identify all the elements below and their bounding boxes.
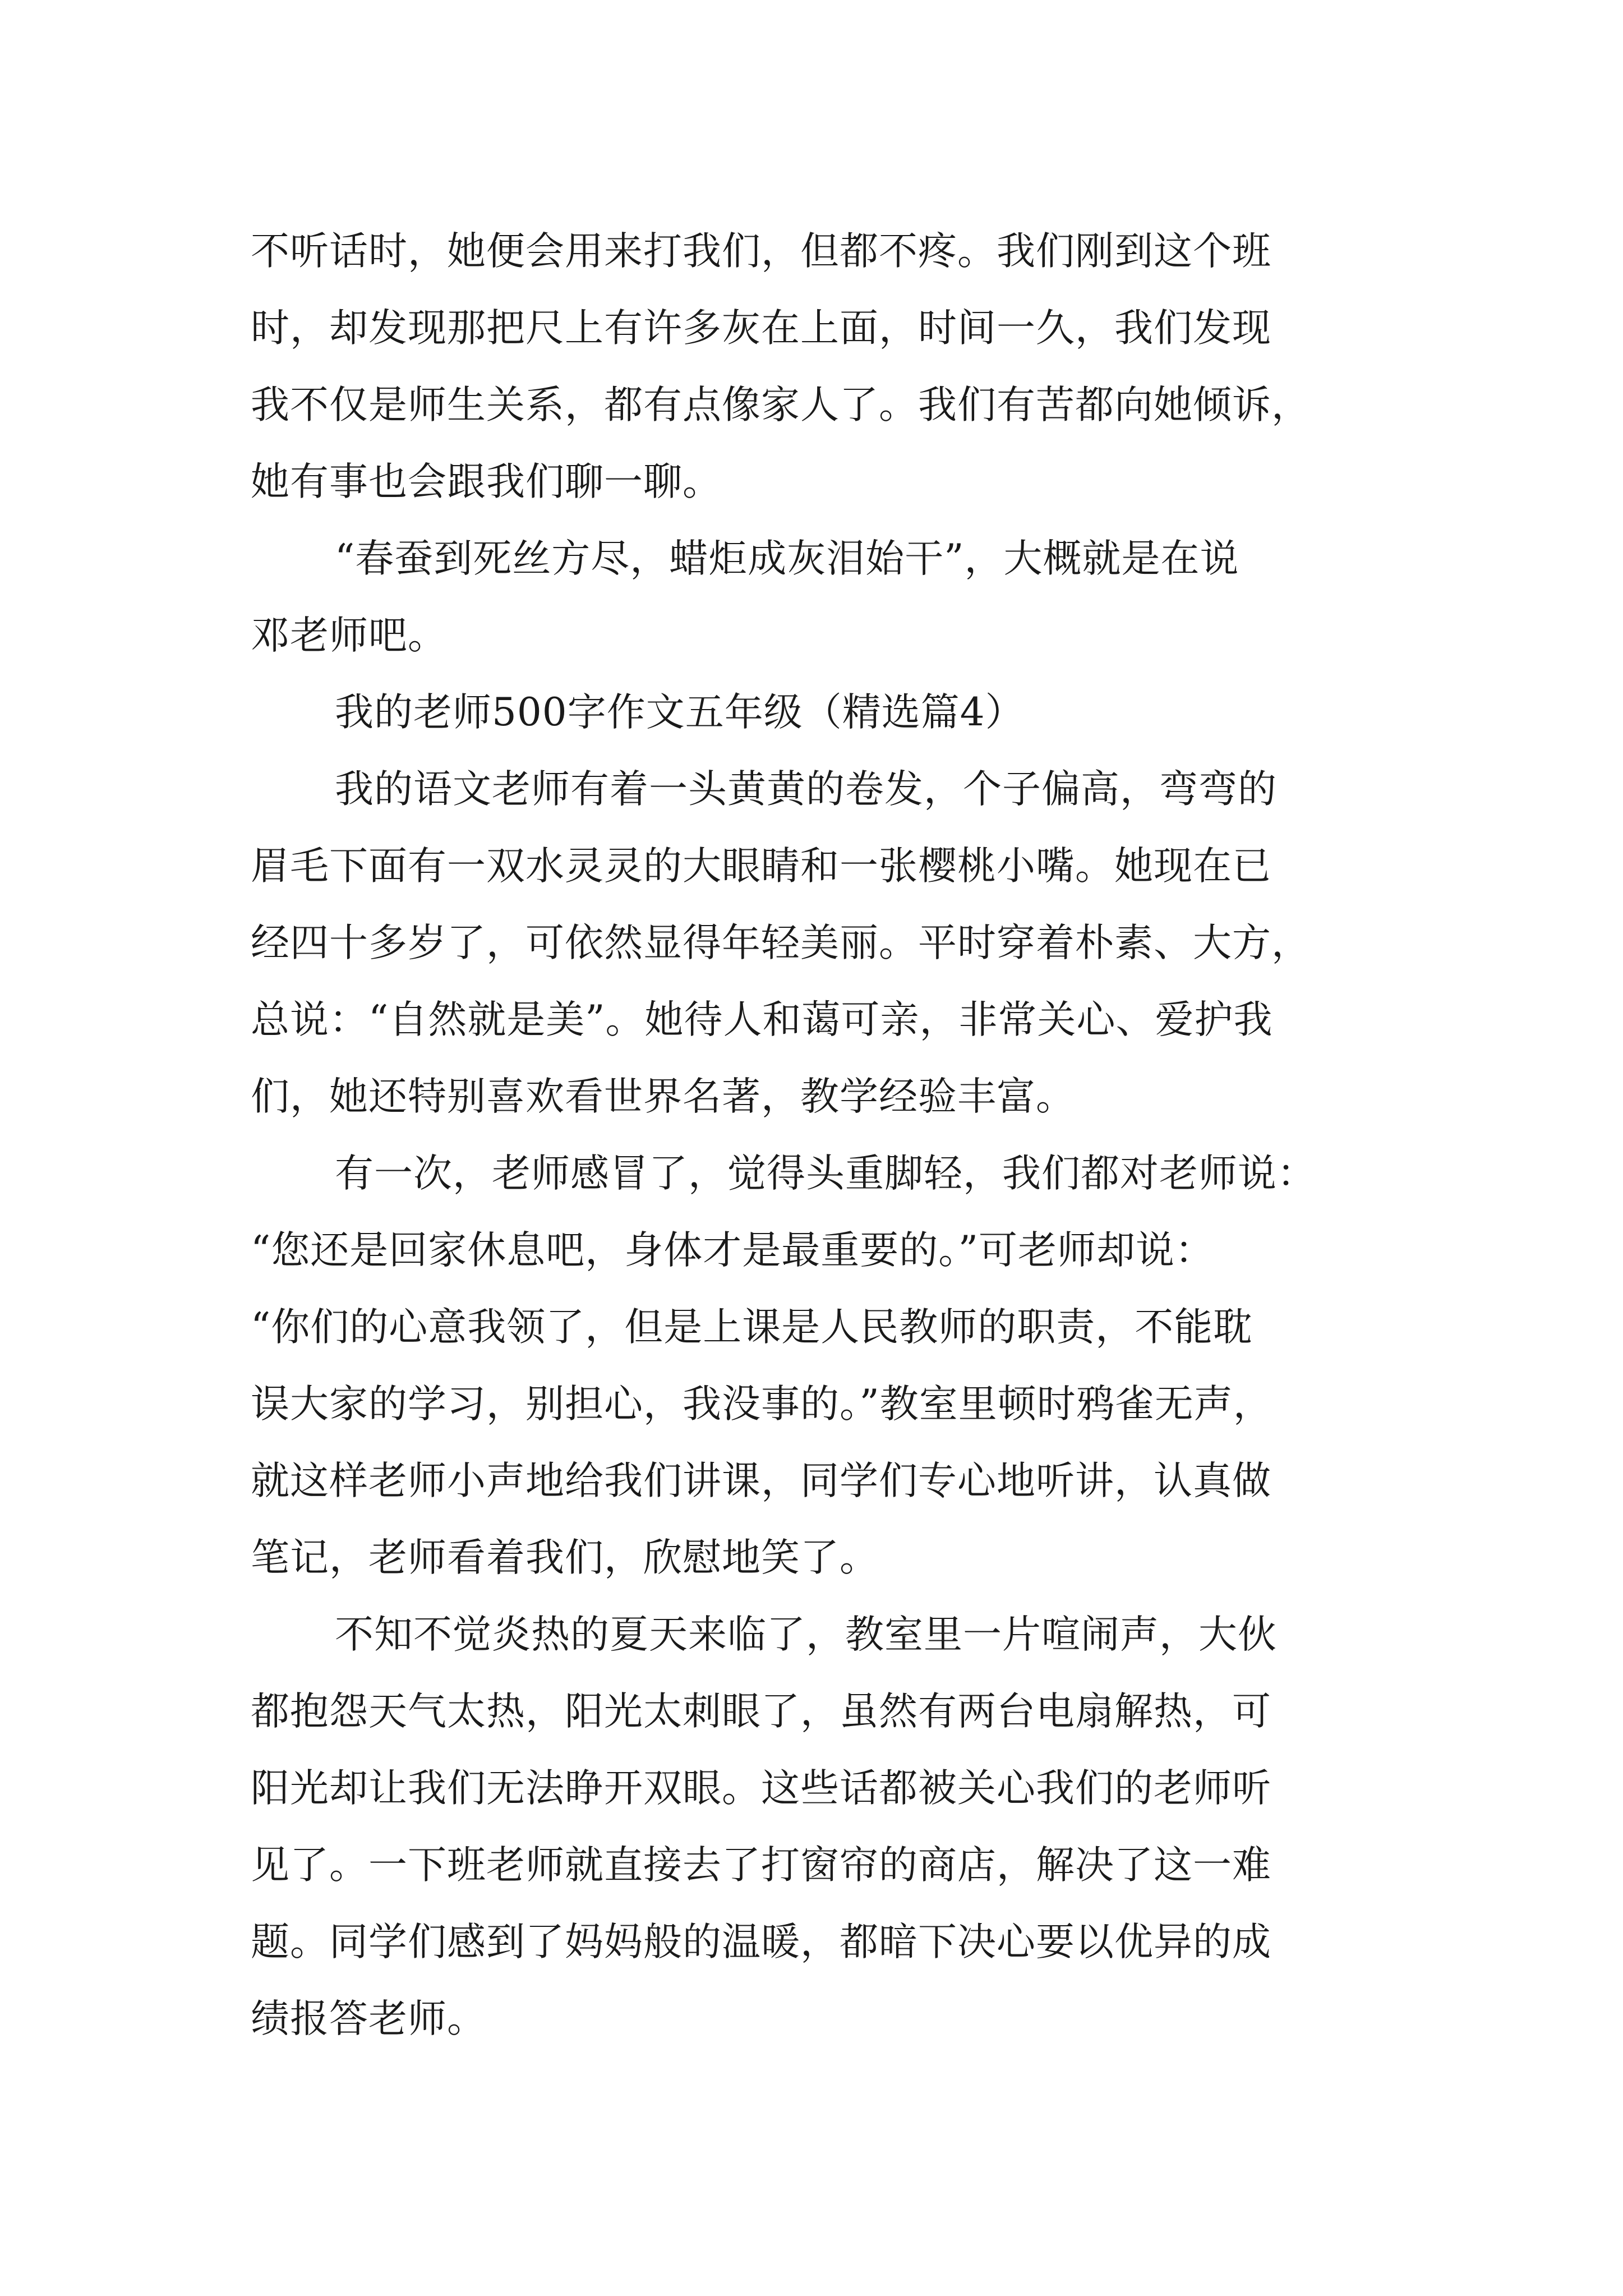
paragraph-line: “春蚕到死丝方尽，蜡炬成灰泪始干”，大概就是在说 [335,536,1239,581]
paragraph-line: 她有事也会跟我们聊一聊。 [251,459,722,504]
paragraph-line: 眉毛下面有一双水灵灵的大眼睛和一张樱桃小嘴。她现在已 [251,844,1271,889]
paragraph-line: 我不仅是师生关系，都有点像家人了。我们有苦都向她倾诉， [251,383,1311,427]
paragraph-line: 有一次，老师感冒了，觉得头重脚轻，我们都对老师说： [335,1151,1316,1196]
paragraph-line: “你们的心意我领了，但是上课是人民教师的职责，不能耽 [251,1305,1253,1350]
paragraph-line: 就这样老师小声地给我们讲课，同学们专心地听讲，认真做 [251,1458,1271,1503]
paragraph-line: 时，却发现那把尺上有许多灰在上面，时间一久，我们发现 [251,306,1271,351]
paragraph-line: 经四十多岁了，可依然显得年轻美丽。平时穿着朴素、大方， [251,921,1311,965]
paragraph-line: 都抱怨天气太热，阳光太刺眼了，虽然有两台电扇解热，可 [251,1689,1271,1734]
section-heading: 我的老师500字作文五年级（精选篇4） [335,690,1025,735]
paragraph-line: 阳光却让我们无法睁开双眼。这些话都被关心我们的老师听 [251,1766,1271,1811]
paragraph-line: 总说：“自然就是美”。她待人和蔼可亲，非常关心、爱护我 [251,997,1273,1042]
paragraph-line: 绩报答老师。 [251,1996,486,2041]
paragraph-line: 邓老师吧。 [251,613,447,658]
paragraph-line: 我的语文老师有着一头黄黄的卷发，个子偏高，弯弯的 [335,767,1277,812]
paragraph-line: 见了。一下班老师就直接去了打窗帘的商店，解决了这一难 [251,1843,1271,1888]
paragraph-line: 题。同学们感到了妈妈般的温暖，都暗下决心要以优异的成 [251,1920,1271,1964]
paragraph-line: 笔记，老师看着我们，欣慰地笑了。 [251,1535,879,1580]
paragraph-line: 们，她还特别喜欢看世界名著，教学经验丰富。 [251,1074,1075,1119]
paragraph-line: 误大家的学习，别担心，我没事的。”教室里顿时鸦雀无声， [251,1382,1272,1427]
paragraph-line: 不听话时，她便会用来打我们，但都不疼。我们刚到这个班 [251,229,1271,274]
paragraph-line: “您还是回家休息吧，身体才是最重要的。”可老师却说： [251,1228,1215,1273]
paragraph-line: 不知不觉炎热的夏天来临了，教室里一片喧闹声，大伙 [335,1612,1277,1657]
